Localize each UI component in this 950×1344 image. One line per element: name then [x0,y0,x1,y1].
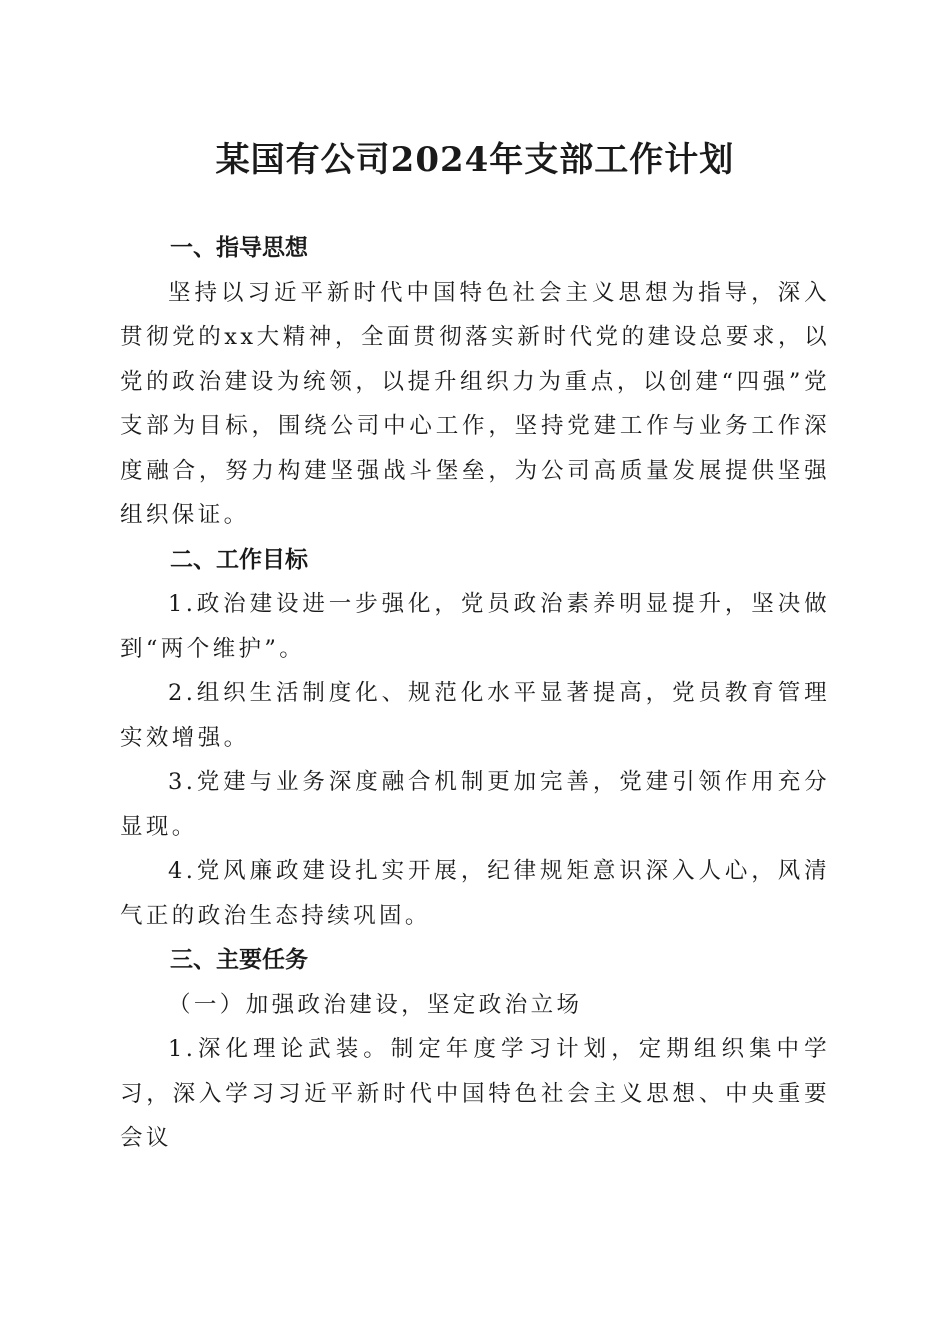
document-title: 某国有公司2024年支部工作计划 [215,140,735,180]
work-goal-item: 3.党建与业务深度融合机制更加完善，党建引领作用充分显现。 [120,769,830,840]
work-goal-item: 1.政治建设进一步强化，党员政治素养明显提升，坚决做到“两个维护”。 [120,591,830,662]
section-heading-work-goals: 二、工作目标 [170,546,308,573]
guiding-ideology-paragraph: 坚持以习近平新时代中国特色社会主义思想为指导，深入贯彻党的xx大精神，全面贯彻落实新时代党的建设总要求，以党的政治建设为统领，以提升组织力为重点，以创建“四强”党支部为目标，围绕公司中心工作，坚持党建工作与业务工作深度融合，努力构建坚强战斗堡垒，为公司高质量发展提供坚强组织保证。 [120,279,830,528]
subsection-heading-political-construction: （一）加强政治建设，坚定政治立场 [168,991,583,1018]
section-heading-guiding-ideology: 一、指导思想 [170,235,308,261]
work-goal-item: 2.组织生活制度化、规范化水平显著提高，党员教育管理实效增强。 [120,680,830,751]
task-item: 1.深化理论武装。制定年度学习计划，定期组织集中学习，深入学习习近平新时代中国特色社会主义思想、中央重要会议 [120,1036,830,1151]
section-heading-main-tasks: 三、主要任务 [170,947,308,973]
document-body [120,226,830,1161]
work-goal-item: 4.党风廉政建设扎实开展，纪律规矩意识深入人心，风清气正的政治生态持续巩固。 [120,858,830,929]
